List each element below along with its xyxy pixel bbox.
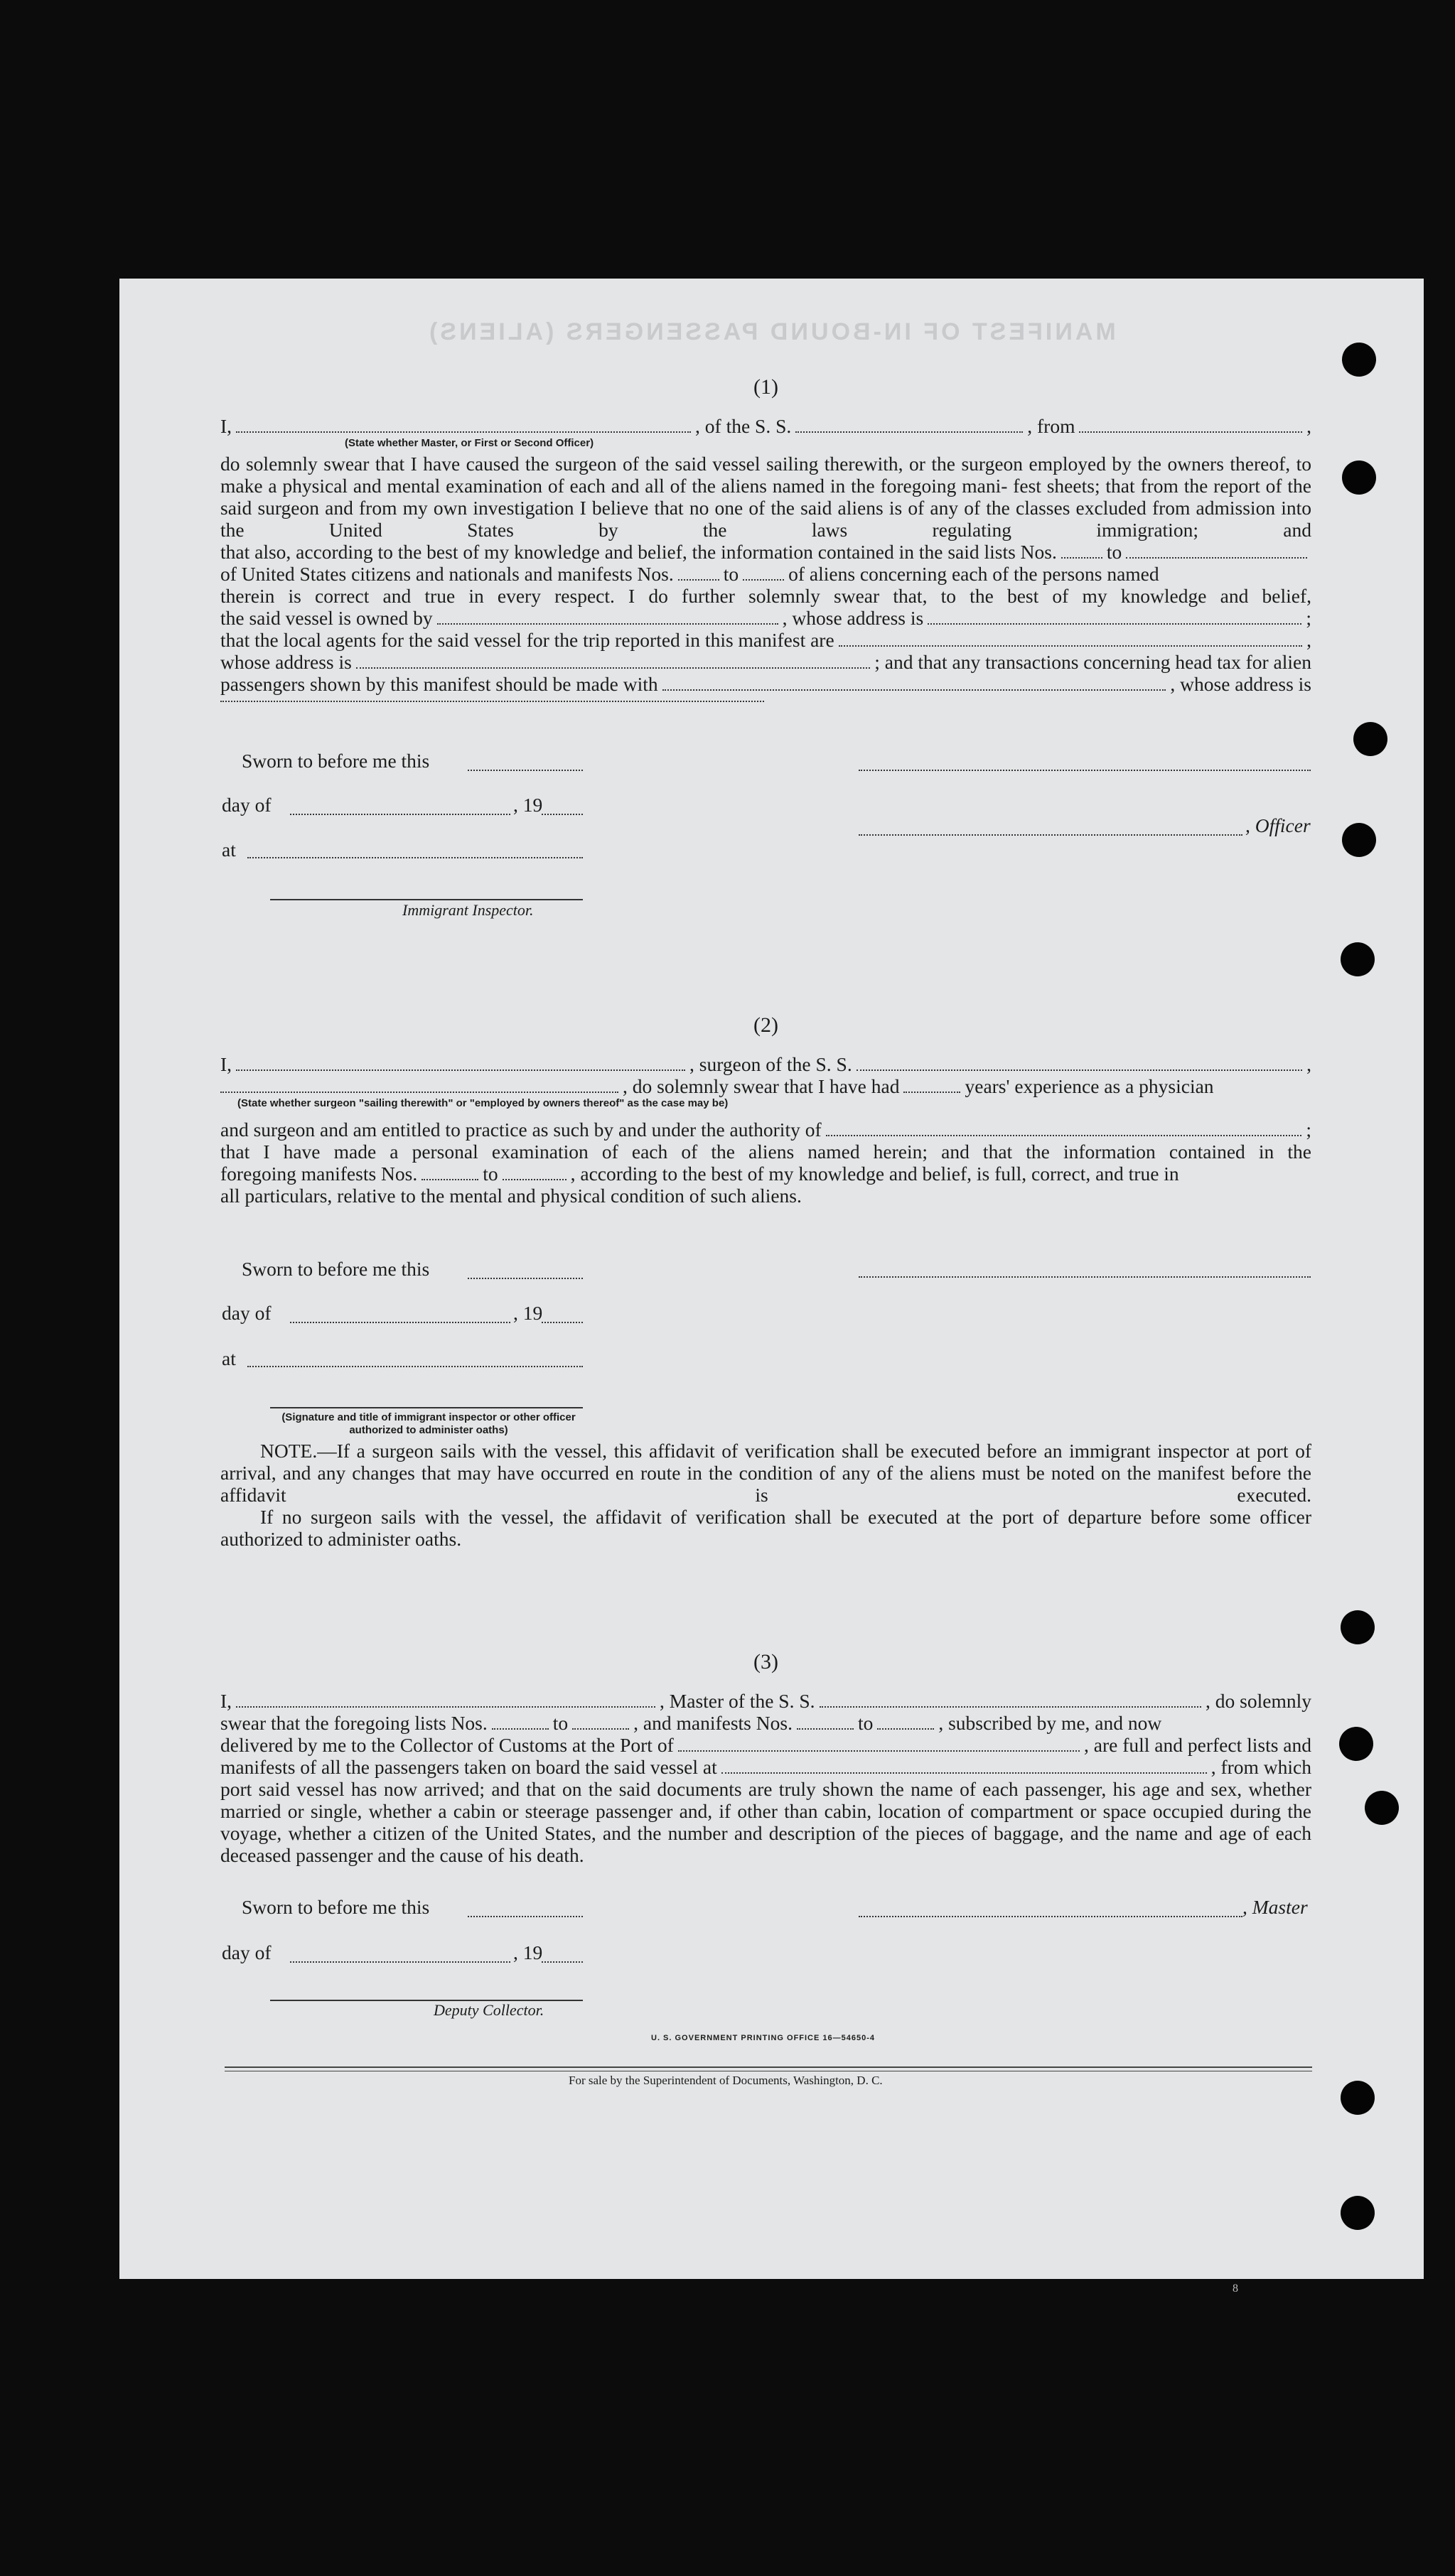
- blank-lists-from: [492, 1725, 549, 1730]
- text: manifests of all the passengers taken on board the said vessel at: [220, 1756, 717, 1778]
- punch-hole: [1341, 2196, 1375, 2230]
- blank-nos-from: [422, 1176, 478, 1180]
- blank-year: [542, 1960, 583, 1963]
- blank-manifests-from: [797, 1725, 854, 1730]
- text: foregoing manifests Nos.: [220, 1163, 418, 1185]
- at-label: at: [222, 839, 236, 861]
- blank-day: [290, 1960, 510, 1963]
- blank-name: [236, 429, 691, 433]
- section-number: (2): [753, 1013, 778, 1037]
- blank-authority: [826, 1132, 1302, 1136]
- blank-port: [1079, 429, 1302, 433]
- at-label: at: [222, 1347, 236, 1369]
- punch-hole: [1342, 343, 1376, 377]
- field-note: (State whether surgeon "sailing therewith" or "employed by owners thereof" as the case may be): [237, 1097, 729, 1109]
- year-label: , 19: [513, 1941, 543, 1963]
- text: , surgeon of the S. S.: [689, 1053, 852, 1075]
- blank-day: [290, 1320, 510, 1323]
- blank-agents: [839, 642, 1302, 647]
- form-line: [220, 607, 1311, 629]
- section-3: [220, 1650, 1311, 1866]
- blank-surgeon-status: [220, 1089, 618, 1093]
- bleed-through-header: MANIFEST OF IN-BOUND PASSENGERS (ALIENS): [426, 318, 1116, 345]
- officer-label: , Officer: [1245, 814, 1311, 836]
- blank-vessel: [795, 429, 1023, 433]
- form-line: [220, 1075, 1311, 1097]
- text: , and manifests Nos.: [633, 1712, 793, 1734]
- text: , do solemnly: [1206, 1690, 1311, 1712]
- blank-sworn-date: [468, 1276, 583, 1279]
- note-label: NOTE.: [260, 1440, 318, 1462]
- sworn-label: Sworn to before me this: [242, 1896, 430, 1918]
- footer-rule: [225, 2066, 1312, 2068]
- blank-day: [290, 812, 510, 815]
- paragraph: therein is correct and true in every respect. I do further solemnly swear that, to the best of my knowledge and belief,: [220, 585, 1311, 607]
- officer-signature-line: [270, 1406, 583, 1408]
- paragraph: all particulars, relative to the mental and physical condition of such aliens.: [220, 1185, 802, 1207]
- blank-years: [903, 1089, 960, 1093]
- blank-year: [542, 1320, 583, 1323]
- form-line: [220, 1712, 1311, 1734]
- section-number: (3): [753, 1650, 778, 1674]
- text: I,: [220, 1053, 232, 1075]
- text: I,: [220, 415, 232, 437]
- punch-hole: [1342, 823, 1376, 857]
- form-line: [220, 673, 1311, 695]
- form-line: [220, 1756, 1311, 1778]
- blank-head-tax-address: [220, 695, 764, 702]
- blank-manifests-to: [877, 1725, 934, 1730]
- form-line: [220, 1163, 1311, 1185]
- punch-hole: [1365, 1791, 1399, 1825]
- form-line: [220, 563, 1311, 585]
- day-label: day of: [222, 1302, 272, 1324]
- punch-hole: [1339, 1727, 1373, 1761]
- master-label: , Master: [1242, 1896, 1308, 1918]
- text: of aliens concerning each of the persons named: [788, 563, 1159, 585]
- note-paragraph: [220, 1440, 1311, 1506]
- text: ; and that any transactions concerning head tax for alien: [874, 651, 1311, 673]
- blank-nos-to: [503, 1176, 567, 1180]
- note-block: [220, 1440, 1311, 1550]
- year-label: , 19: [513, 794, 543, 816]
- blank-boarding-port: [721, 1769, 1207, 1774]
- text: ;: [1306, 1119, 1311, 1141]
- form-line: [220, 651, 1311, 673]
- text: to: [723, 563, 739, 585]
- blank-at: [247, 856, 583, 858]
- text: to: [857, 1712, 874, 1734]
- blank-agents-address: [356, 664, 870, 669]
- blank-owner-address: [928, 620, 1301, 625]
- field-note: (State whether Master, or First or Second Officer): [345, 437, 594, 449]
- blank-lists-to: [1126, 554, 1307, 559]
- text: ,: [1306, 629, 1311, 651]
- signature-caption: (Signature and title of immigrant inspector or other officer authorized to administer oaths): [281, 1411, 576, 1436]
- text: , according to the best of my knowledge and belief, is full, correct, and true in: [570, 1163, 1179, 1185]
- signature-line: [859, 768, 1311, 771]
- blank-manifest-to: [743, 576, 784, 581]
- text: , Master of the S. S.: [660, 1690, 815, 1712]
- text: ,: [1306, 1053, 1311, 1075]
- text: , whose address is: [1170, 673, 1311, 695]
- punch-hole: [1341, 942, 1375, 976]
- blank-sworn-date: [468, 1914, 583, 1917]
- blank-lists-to: [572, 1725, 629, 1730]
- text: swear that the foregoing lists Nos.: [220, 1712, 488, 1734]
- sworn-label: Sworn to before me this: [242, 1258, 430, 1280]
- officer-signature-line: [859, 833, 1242, 836]
- punch-hole: [1341, 2081, 1375, 2115]
- text: and surgeon and am entitled to practice as such by and under the authority of: [220, 1119, 822, 1141]
- sheet-number: 8: [1233, 2283, 1238, 2295]
- section-2: [220, 1013, 1311, 1207]
- form-line: [220, 1690, 1311, 1712]
- text: that also, according to the best of my knowledge and belief, the information contained in the said lists Nos.: [220, 541, 1057, 563]
- punch-hole: [1353, 722, 1387, 756]
- text: ,: [1306, 415, 1311, 437]
- text: , do solemnly swear that I have had: [623, 1075, 900, 1097]
- sworn-label: Sworn to before me this: [242, 750, 430, 772]
- master-signature-line: [859, 1914, 1242, 1917]
- text: , of the S. S.: [695, 415, 792, 437]
- form-line: [220, 415, 1311, 437]
- printing-office-imprint: U. S. GOVERNMENT PRINTING OFFICE 16—54650-4: [651, 2034, 876, 2042]
- day-label: day of: [222, 794, 272, 816]
- text: , from which: [1210, 1756, 1311, 1778]
- day-label: day of: [222, 1941, 272, 1963]
- form-line: [220, 629, 1311, 651]
- text: , are full and perfect lists and: [1084, 1734, 1311, 1756]
- sale-notice: For sale by the Superintendent of Documents, Washington, D. C.: [569, 2074, 883, 2087]
- blank-head-tax: [662, 686, 1166, 691]
- note-paragraph-2: If no surgeon sails with the vessel, the affidavit of verification shall be executed at the port of departure before some officer authorized to administer oaths.: [220, 1506, 1311, 1550]
- form-line: [220, 1734, 1311, 1756]
- text: whose address is: [220, 651, 352, 673]
- text: years' experience as a physician: [965, 1075, 1214, 1097]
- blank-at: [247, 1364, 583, 1367]
- note-text: —If a surgeon sails with the vessel, this affidavit of verification shall be executed before an immigrant inspector at port of arrival, and any changes that may have occurred en route in the condition of any of the aliens must be noted on the manifest before the affidavit is executed.: [220, 1440, 1311, 1506]
- section-number: (1): [753, 375, 778, 399]
- form-line: [220, 1119, 1311, 1141]
- text: ;: [1306, 607, 1311, 629]
- paragraph: that I have made a personal examination of each of the aliens named herein; and that the information contained in the: [220, 1141, 1311, 1163]
- collector-caption: Deputy Collector.: [434, 2001, 544, 2019]
- text: , whose address is: [782, 607, 924, 629]
- blank-owner: [437, 620, 778, 625]
- text: to: [1106, 541, 1122, 563]
- blank-manifest-from: [678, 576, 719, 581]
- blank-port: [678, 1747, 1080, 1752]
- text: , from: [1027, 415, 1075, 437]
- punch-hole: [1342, 460, 1376, 495]
- text: delivered by me to the Collector of Customs at the Port of: [220, 1734, 674, 1756]
- paragraph: port said vessel has now arrived; and that on the said documents are truly shown the name of each passenger, his age and sex, whether married or single, whether a cabin or steerage passenger and, if other than cabin, location of compartment or space occupied during the voyage, whether a citizen of the United States, and the number and description of the pieces of baggage, and the name and age of each deceased passenger and the cause of his death.: [220, 1778, 1311, 1866]
- inspector-caption: Immigrant Inspector.: [402, 901, 534, 919]
- punch-hole: [1341, 1610, 1375, 1644]
- text: passengers shown by this manifest should be made with: [220, 673, 658, 695]
- blank-master-name: [236, 1703, 655, 1708]
- signature-line: [859, 1275, 1311, 1278]
- year-label: , 19: [513, 1302, 543, 1324]
- blank-surgeon-name: [236, 1067, 685, 1071]
- inspector-signature-line: [270, 898, 583, 900]
- text: to: [483, 1163, 498, 1185]
- blank-sworn-date: [468, 768, 583, 771]
- text: of United States citizens and nationals and manifests Nos.: [220, 563, 674, 585]
- paragraph: do solemnly swear that I have caused the surgeon of the said vessel sailing therewith, or the surgeon employed by the owners thereof, to make a physical and mental examination of each and all of the aliens named in the foregoing mani- fest sheets; that from the report of the said surgeon and from my own investigation I believe that no one of the said aliens is of any of the classes excluded from admission into the United States by the laws regulating immigration; and: [220, 453, 1311, 541]
- text: , subscribed by me, and now: [938, 1712, 1162, 1734]
- form-line: [220, 541, 1311, 563]
- text: I,: [220, 1690, 232, 1712]
- text: to: [552, 1712, 569, 1734]
- blank-year: [542, 812, 583, 815]
- blank-vessel: [820, 1703, 1202, 1708]
- text: that the local agents for the said vessel for the trip reported in this manifest are: [220, 629, 834, 651]
- form-line: [220, 1053, 1311, 1075]
- blank-lists-from: [1061, 554, 1102, 559]
- text: the said vessel is owned by: [220, 607, 433, 629]
- blank-vessel: [857, 1067, 1302, 1071]
- section-1: [220, 375, 1311, 702]
